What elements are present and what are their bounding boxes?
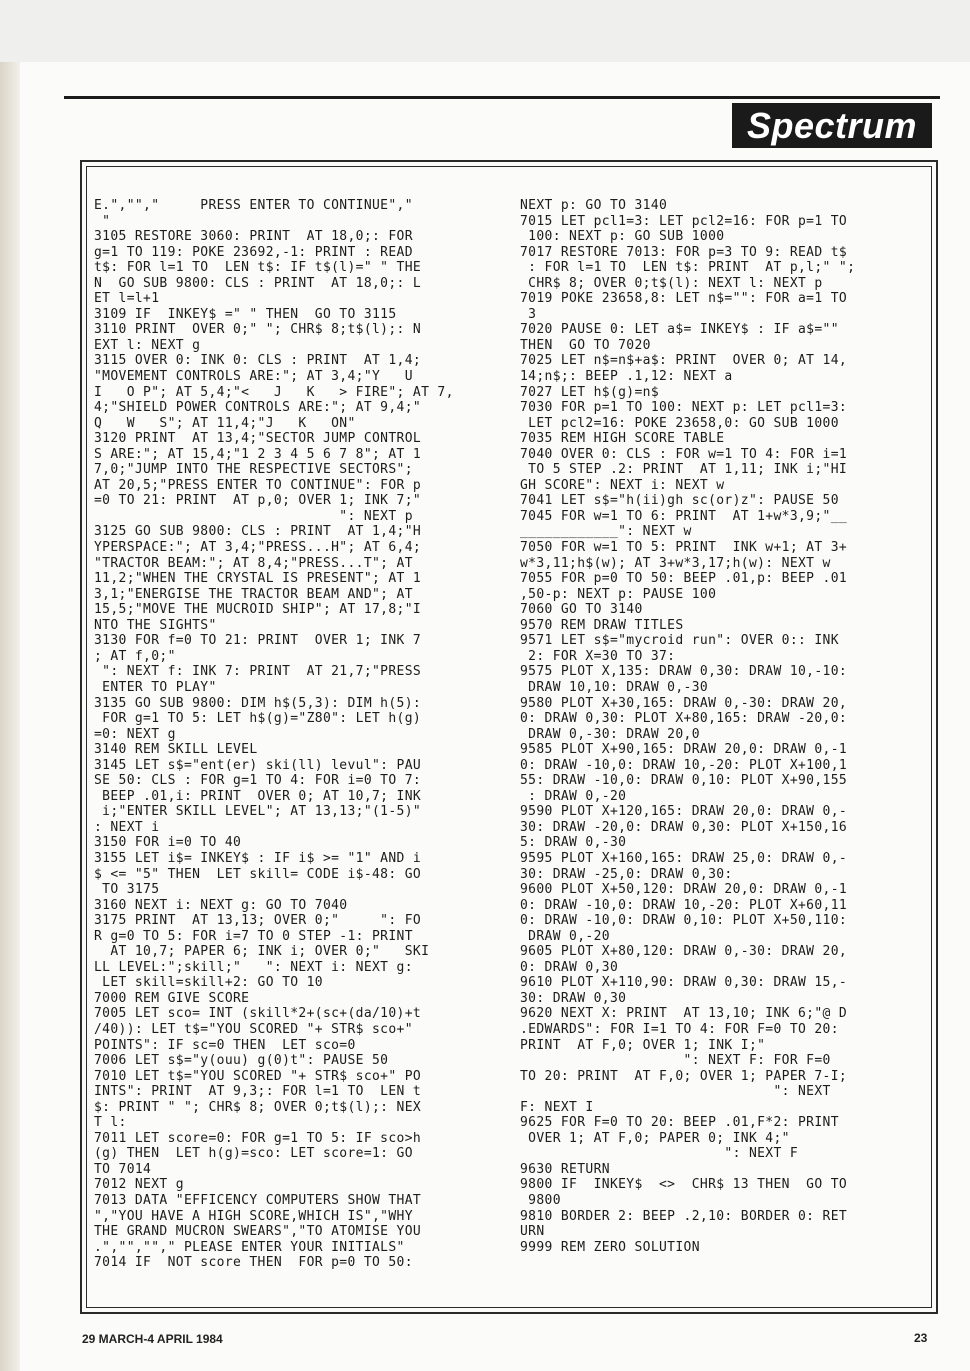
code-line: ET l=l+1	[94, 291, 160, 307]
code-line: =0 TO 21: PRINT AT p,0; OVER 1; INK 7;"	[94, 493, 422, 509]
code-line: 7020 PAUSE 0: LET a$= INKEY$ : IF a$=""	[520, 322, 839, 338]
code-line: 9999 REM ZERO SOLUTION	[520, 1239, 700, 1255]
code-line: 9570 REM DRAW TITLES	[520, 617, 684, 633]
code-line: 7045 FOR w=1 TO 6: PRINT AT 1+w*3,9;"__	[520, 508, 848, 524]
code-line: 7019 POKE 23658,8: LET n$="": FOR a=1 TO	[520, 291, 848, 307]
code-line: T l:	[94, 1115, 127, 1131]
code-line: LL LEVEL:";skill;" ": NEXT i: NEXT g:	[94, 959, 413, 975]
code-line: 9580 PLOT X+30,165: DRAW 0,-30: DRAW 20,	[520, 695, 848, 711]
code-line: ____________": NEXT w	[520, 524, 692, 540]
code-line: g=1 TO 119: POKE 23692,-1: PRINT : READ	[94, 244, 413, 260]
code-line: 5: DRAW 0,-30	[520, 835, 627, 851]
code-line: 30: DRAW -25,0: DRAW 0,30:	[520, 866, 733, 882]
code-line: ": NEXT	[520, 1084, 831, 1100]
code-line: 7035 REM HIGH SCORE TABLE	[520, 431, 725, 447]
code-line: 3155 LET i$= INKEY$ : IF i$ >= "1" AND i	[94, 850, 422, 866]
code-line: 9600 PLOT X+50,120: DRAW 20,0: DRAW 0,-1	[520, 882, 848, 898]
code-line: ": NEXT f: INK 7: PRINT AT 21,7;"PRESS	[94, 664, 422, 680]
code-line: 3109 IF INKEY$ =" " THEN GO TO 3115	[94, 306, 397, 322]
code-line: 9605 PLOT X+80,120: DRAW 0,-30: DRAW 20,	[520, 944, 848, 960]
code-line: 15,5;"MOVE THE MUCROID SHIP"; AT 17,8;"I	[94, 602, 422, 618]
code-line: INTS": PRINT AT 9,3;: FOR l=1 TO LEN t	[94, 1084, 422, 1100]
code-line: 3130 FOR f=0 TO 21: PRINT OVER 1; INK 7	[94, 633, 422, 649]
code-line: 7030 FOR p=1 TO 100: NEXT p: LET pcl1=3:	[520, 400, 848, 416]
code-line: GH SCORE": NEXT i: NEXT w	[520, 477, 725, 493]
code-line: /40)): LET t$="YOU SCORED "+ STR$ sco+"	[94, 1021, 413, 1037]
page-edge-shadow	[0, 62, 20, 1371]
code-line: URN	[520, 1224, 545, 1240]
section-banner: Spectrum	[732, 103, 932, 148]
code-line: PRINT AT F,0; OVER 1; INK I;"	[520, 1037, 766, 1053]
code-line: 14;n$;: BEEP .1,12: NEXT a	[520, 369, 733, 385]
code-line: 3105 RESTORE 3060: PRINT AT 18,0;: FOR	[94, 229, 413, 245]
code-line: BEEP .01,i: PRINT OVER 0; AT 10,7; INK	[94, 788, 422, 804]
issue-date: 29 MARCH-4 APRIL 1984	[82, 1332, 223, 1346]
code-line: 30: DRAW -20,0: DRAW 0,30: PLOT X+150,16	[520, 819, 848, 835]
code-line: t$: FOR l=1 TO LEN t$: IF t$(l)=" " THE	[94, 260, 422, 276]
code-line: 9590 PLOT X+120,165: DRAW 20,0: DRAW 0,-	[520, 804, 848, 820]
code-line: 7010 LET t$="YOU SCORED "+ STR$ sco+" PO	[94, 1068, 422, 1084]
code-line: 11,2;"WHEN THE CRYSTAL IS PRESENT"; AT 1	[94, 571, 422, 587]
code-line: i;"ENTER SKILL LEVEL"; AT 13,13;"(1-5)"	[94, 804, 422, 820]
code-line: 3150 FOR i=0 TO 40	[94, 835, 242, 851]
code-line: NEXT p: GO TO 3140	[520, 198, 668, 213]
code-line: 4;"SHIELD POWER CONTROLS ARE:"; AT 9,4;"	[94, 400, 422, 416]
code-line: 7013 DATA "EFFICENCY COMPUTERS SHOW THAT	[94, 1193, 422, 1208]
code-line: 7040 OVER 0: CLS : FOR w=1 TO 4: FOR i=1	[520, 446, 848, 462]
code-line: 3160 NEXT i: NEXT g: GO TO 7040	[94, 897, 348, 913]
code-line: TO 5 STEP .2: PRINT AT 1,11; INK i;"HI	[520, 462, 848, 478]
code-line: : NEXT i	[94, 819, 160, 835]
code-line: TO 7014	[94, 1161, 152, 1177]
code-line: LET pcl2=16: POKE 23658,0: GO SUB 1000	[520, 415, 839, 431]
code-line: ": NEXT p	[94, 508, 413, 524]
code-line: 7006 LET s$="y(ouu) g(0)t": PAUSE 50	[94, 1053, 389, 1069]
code-line: ; AT f,0;"	[94, 648, 176, 664]
code-line: 55: DRAW -10,0: DRAW 0,10: PLOT X+90,155	[520, 773, 848, 789]
code-line: 3145 LET s$="ent(er) ski(ll) levul": PAU	[94, 757, 422, 773]
code-line: 7012 NEXT g	[94, 1177, 184, 1193]
code-line: 9585 PLOT X+90,165: DRAW 20,0: DRAW 0,-1	[520, 742, 848, 758]
code-line: 30: DRAW 0,30	[520, 990, 627, 1006]
code-line: CHR$ 8; OVER 0;t$(l): NEXT l: NEXT p	[520, 275, 823, 291]
code-line: DRAW 0,-20	[520, 928, 610, 944]
code-line: 0: DRAW 0,30	[520, 959, 619, 975]
code-line: 3,1;"ENERGISE THE TRACTOR BEAM AND"; AT	[94, 586, 413, 602]
code-line: ENTER TO PLAY"	[94, 679, 217, 695]
code-line: 9800	[520, 1193, 561, 1208]
code-line: 7025 LET n$=n$+a$: PRINT OVER 0; AT 14,	[520, 353, 848, 369]
code-line: SE 50: CLS : FOR g=1 TO 4: FOR i=0 TO 7:	[94, 773, 422, 789]
code-line: "TRACTOR BEAM:"; AT 8,4;"PRESS...T"; AT	[94, 555, 413, 571]
code-line: 7000 REM GIVE SCORE	[94, 990, 250, 1006]
code-line: AT 20,5;"PRESS ENTER TO CONTINUE": FOR p	[94, 477, 422, 493]
code-line: $ <= "5" THEN LET skill= CODE i$-48: GO	[94, 866, 422, 882]
code-line: 3	[520, 306, 537, 322]
code-line: $: PRINT " "; CHR$ 8; OVER 0;t$(l);: NEX	[94, 1099, 422, 1115]
code-line: 7055 FOR p=0 TO 50: BEEP .01,p: BEEP .01	[520, 571, 848, 587]
code-line: : FOR l=1 TO LEN t$: PRINT AT p,l;" ";	[520, 260, 856, 276]
code-line: 3120 PRINT AT 13,4;"SECTOR JUMP CONTROL	[94, 431, 422, 447]
header-rule	[64, 96, 940, 99]
code-line: 9575 PLOT X,135: DRAW 0,30: DRAW 10,-10:	[520, 664, 848, 680]
code-line: 7060 GO TO 3140	[520, 602, 643, 618]
code-line: "MOVEMENT CONTROLS ARE:"; AT 3,4;"Y U	[94, 369, 413, 385]
code-line: THE GRAND MUCRON SWEARS","TO ATOMISE YOU	[94, 1224, 422, 1240]
code-line: 7011 LET score=0: FOR g=1 TO 5: IF sco>h	[94, 1130, 422, 1146]
code-line: 0: DRAW -10,0: DRAW 0,10: PLOT X+50,110:	[520, 913, 848, 929]
code-line: 7027 LET h$(g)=n$	[520, 384, 660, 400]
code-line: 7050 FOR w=1 TO 5: PRINT INK w+1; AT 3+	[520, 540, 848, 556]
code-line: 7041 LET s$="h(ii)gh sc(or)z": PAUSE 50	[520, 493, 839, 509]
code-line: 2: FOR X=30 TO 37:	[520, 648, 676, 664]
code-line: EXT l: NEXT g	[94, 337, 201, 353]
code-line: 7005 LET sco= INT (skill*2+(sc+(da/10)+t	[94, 1006, 422, 1022]
code-line: TO 3175	[94, 882, 160, 898]
code-line: 7014 IF NOT score THEN FOR p=0 TO 50:	[94, 1255, 413, 1271]
code-line: 9625 FOR F=0 TO 20: BEEP .01,F*2: PRINT	[520, 1115, 839, 1131]
code-line: 3125 GO SUB 9800: CLS : PRINT AT 1,4;"H	[94, 524, 422, 540]
code-line: "	[94, 213, 111, 229]
code-line: 0: DRAW 0,30: PLOT X+80,165: DRAW -20,0:	[520, 711, 848, 727]
code-line: DRAW 0,-30: DRAW 20,0	[520, 726, 700, 742]
code-line: AT 10,7; PAPER 6; INK i; OVER 0;" SKI	[94, 944, 430, 960]
code-line: NTO THE SIGHTS"	[94, 617, 217, 633]
code-line: 100: NEXT p: GO SUB 1000	[520, 229, 725, 245]
code-line: R g=0 TO 5: FOR i=7 TO 0 STEP -1: PRINT	[94, 928, 413, 944]
code-line: N GO SUB 9800: CLS : PRINT AT 18,0;: L	[94, 275, 422, 291]
code-line: OVER 1; AT F,0; PAPER 0; INK 4;"	[520, 1130, 790, 1146]
code-line: 7,0;"JUMP INTO THE RESPECTIVE SECTORS";	[94, 462, 413, 478]
code-line: : DRAW 0,-20	[520, 788, 627, 804]
page-number: 23	[914, 1331, 928, 1345]
code-line: 9595 PLOT X+160,165: DRAW 25,0: DRAW 0,-	[520, 850, 848, 866]
code-line: TO 20: PRINT AT F,0; OVER 1; PAPER 7-I;	[520, 1068, 848, 1084]
code-line: ","YOU HAVE A HIGH SCORE,WHICH IS","WHY	[94, 1208, 413, 1224]
code-line: 3110 PRINT OVER 0;" "; CHR$ 8;t$(l);: N	[94, 322, 422, 338]
code-line: 0: DRAW -10,0: DRAW 10,-20: PLOT X+60,11	[520, 897, 848, 913]
code-line: 0: DRAW -10,0: DRAW 10,-20: PLOT X+100,1	[520, 757, 848, 773]
code-line: S ARE:"; AT 15,4;"1 2 3 4 5 6 7 8"; AT 1	[94, 446, 422, 462]
code-line: Q W S"; AT 11,4;"J K ON"	[94, 415, 356, 431]
code-line: .","",""," PLEASE ENTER YOUR INITIALS"	[94, 1239, 405, 1255]
code-line: 3135 GO SUB 9800: DIM h$(5,3): DIM h(5):	[94, 695, 422, 711]
code-line: 3175 PRINT AT 13,13; OVER 0;" ": FO	[94, 913, 422, 929]
code-line: POINTS": IF sc=0 THEN LET sco=0	[94, 1037, 356, 1053]
code-line: ": NEXT F	[520, 1146, 799, 1162]
code-line: 9810 BORDER 2: BEEP .2,10: BORDER 0: RET	[520, 1208, 848, 1224]
code-line: (g) THEN LET h(g)=sco: LET score=1: GO	[94, 1146, 413, 1162]
code-line: 9620 NEXT X: PRINT AT 13,10; INK 6;"@ D	[520, 1006, 848, 1022]
listing-column-left	[94, 198, 480, 1271]
code-line: LET skill=skill+2: GO TO 10	[94, 975, 323, 991]
code-line: 3115 OVER 0: INK 0: CLS : PRINT AT 1,4;	[94, 353, 422, 369]
code-line: E.",""," PRESS ENTER TO CONTINUE","	[94, 198, 413, 213]
code-line: =0: NEXT g	[94, 726, 176, 742]
code-line: 7017 RESTORE 7013: FOR p=3 TO 9: READ t$	[520, 244, 848, 260]
code-line: .EDWARDS": FOR I=1 TO 4: FOR F=0 TO 20:	[520, 1021, 839, 1037]
code-line: ,50-p: NEXT p: PAUSE 100	[520, 586, 717, 602]
code-line: I O P"; AT 5,4;"< J K > FIRE"; AT 7,	[94, 384, 454, 400]
code-line: ": NEXT F: FOR F=0	[520, 1053, 831, 1069]
code-line: 9630 RETURN	[520, 1161, 610, 1177]
code-line: w*3,11;h$(w); AT 3+w*3,17;h(w): NEXT w	[520, 555, 831, 571]
code-line: DRAW 10,10: DRAW 0,-30	[520, 679, 709, 695]
code-line: F: NEXT I	[520, 1099, 594, 1115]
code-line: 9571 LET s$="mycroid run": OVER 0:: INK	[520, 633, 839, 649]
code-line: 7015 LET pcl1=3: LET pcl2=16: FOR p=1 TO	[520, 213, 848, 229]
listing-column-right	[520, 198, 906, 1255]
code-line: THEN GO TO 7020	[520, 337, 651, 353]
code-line: FOR g=1 TO 5: LET h$(g)="Z80": LET h(g)	[94, 711, 422, 727]
code-line: 3140 REM SKILL LEVEL	[94, 742, 258, 758]
code-line: 9800 IF INKEY$ <> CHR$ 13 THEN GO TO	[520, 1177, 848, 1193]
code-line: 9610 PLOT X+110,90: DRAW 0,30: DRAW 15,-	[520, 975, 848, 991]
code-line: YPERSPACE:"; AT 3,4;"PRESS...H"; AT 6,4;	[94, 540, 422, 556]
